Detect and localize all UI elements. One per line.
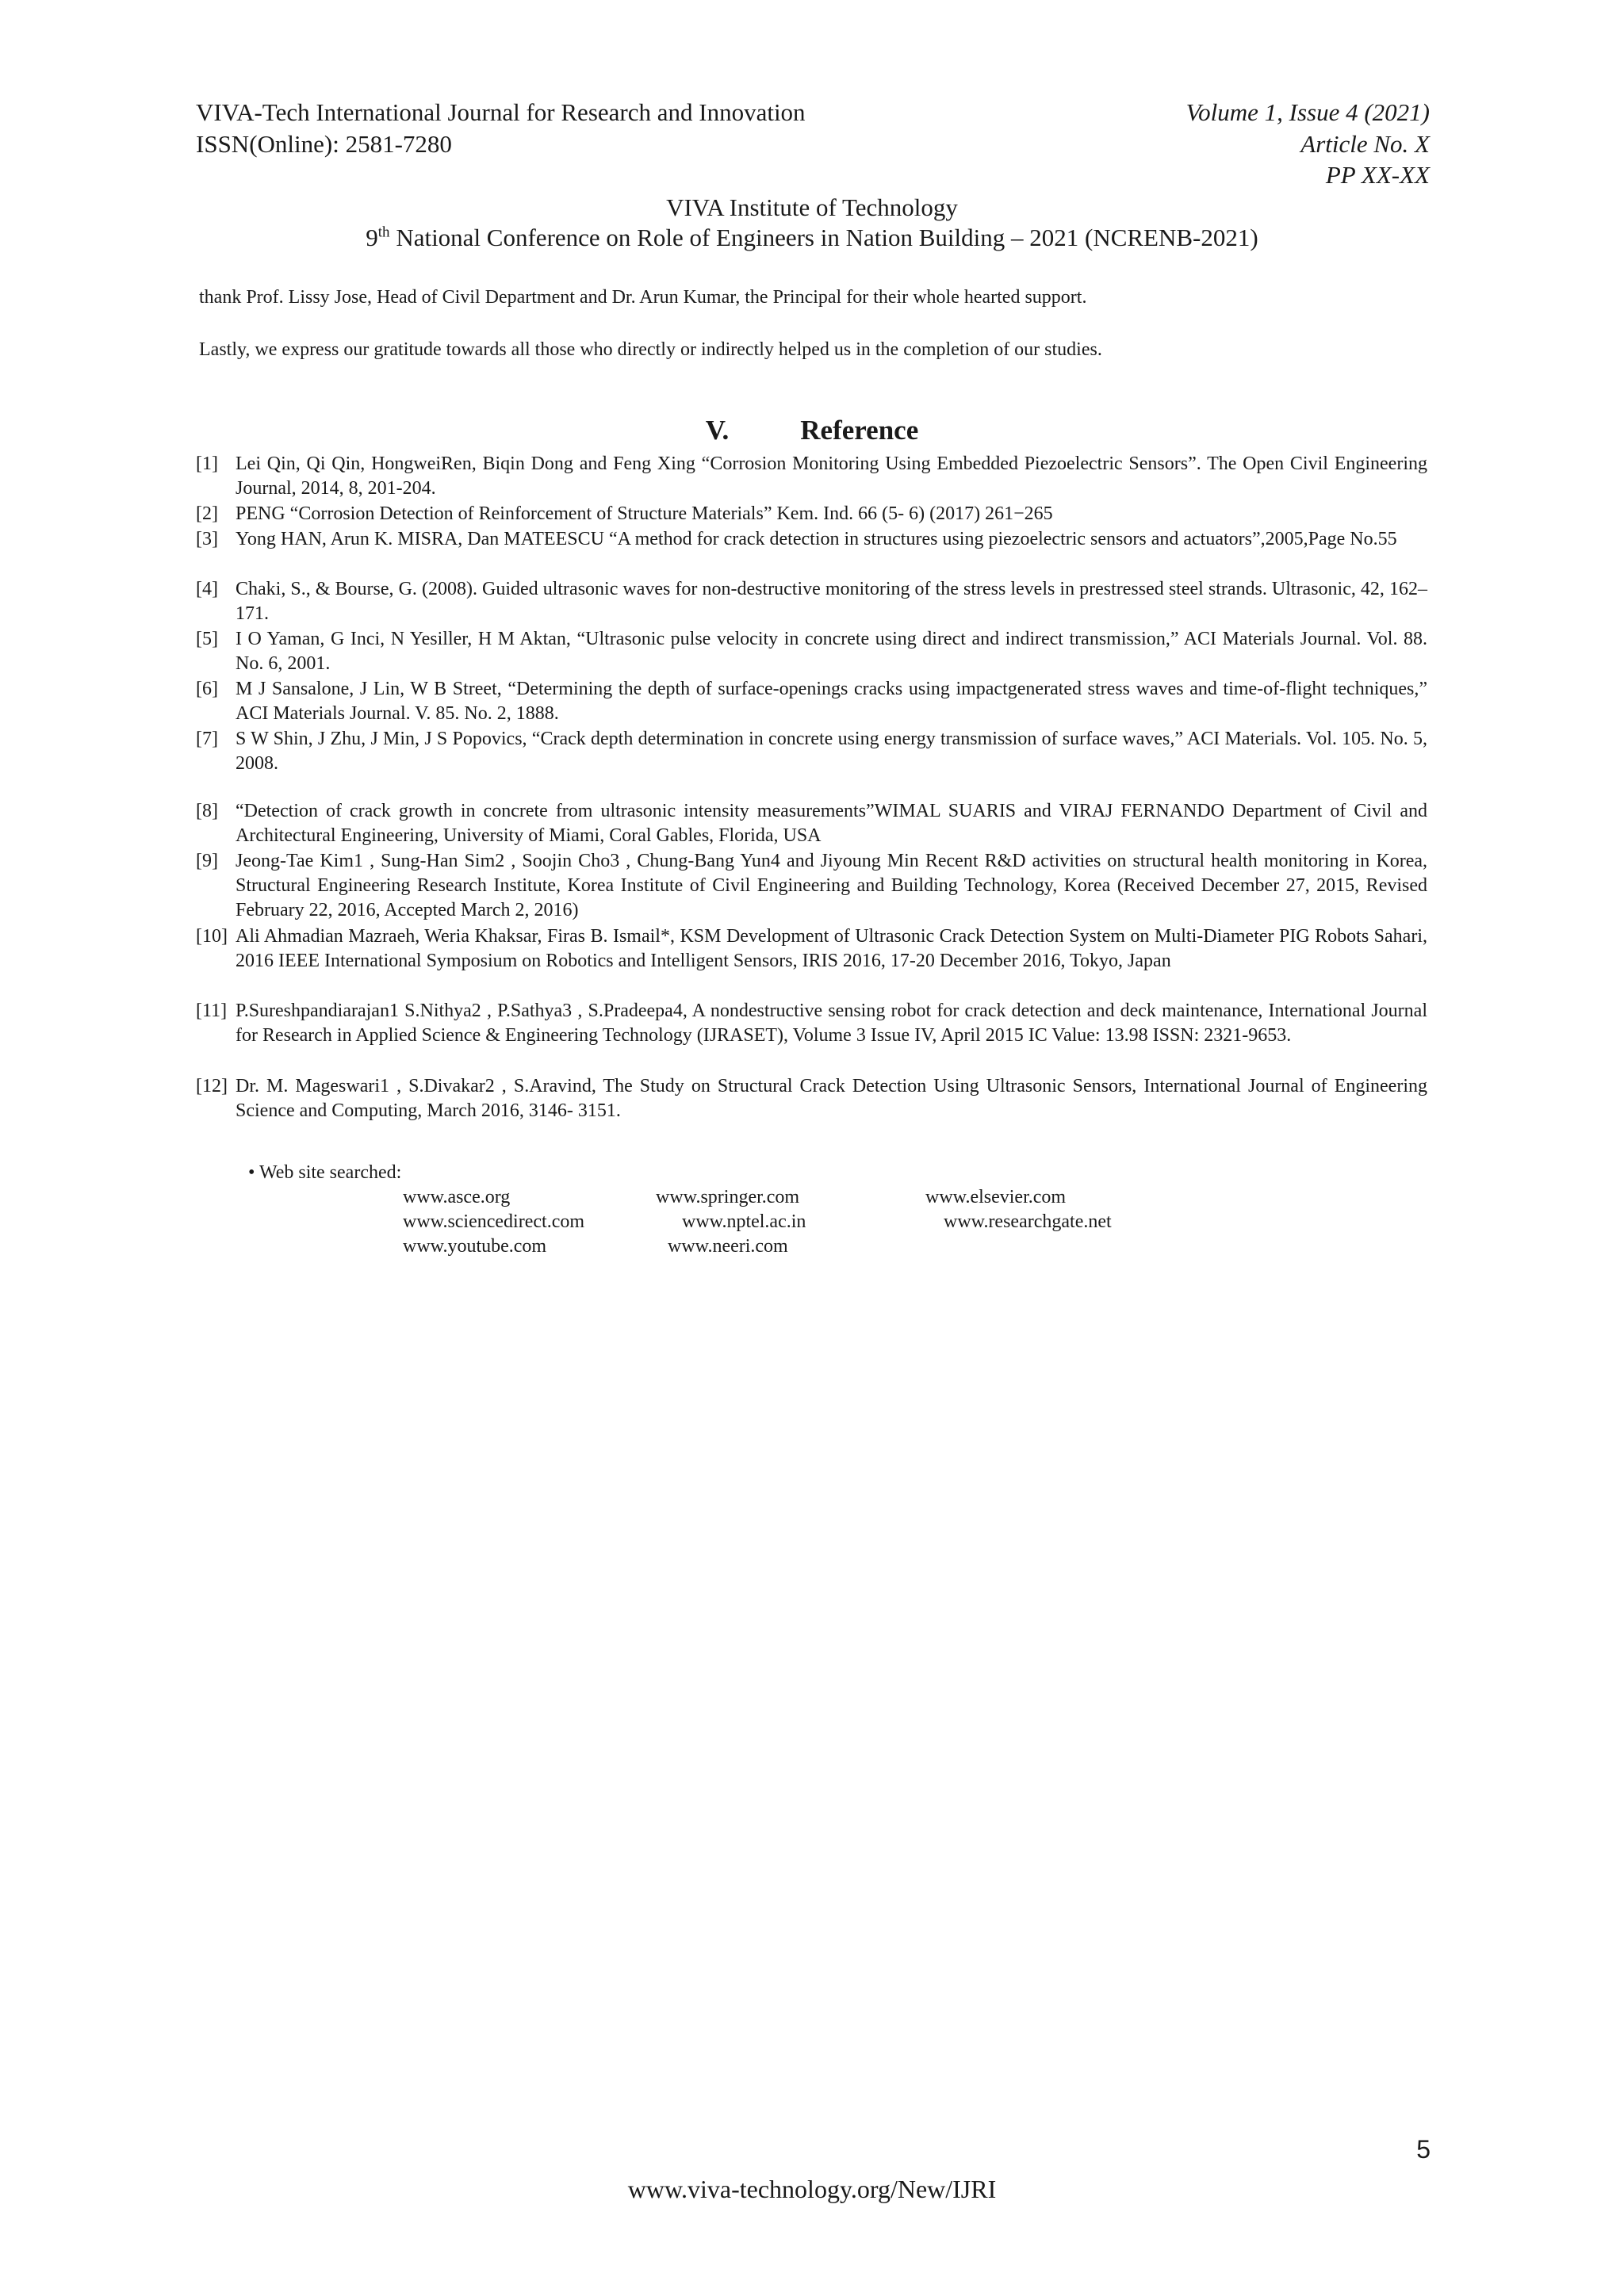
website-link[interactable]: www.asce.org [403,1187,511,1207]
web-sites-heading: • Web site searched: [248,1162,402,1183]
website-link[interactable]: www.youtube.com [403,1236,547,1257]
reference-item: [9] Jeong-Tae Kim1 , Sung-Han Sim2 , Soojin Cho3 , Chung-Bang Yun4 and Jiyoung Min Recent R&D activities on structural health monitoring in Korea, Structural Engineering Research Institute, Korea Institute of Civil Engineering and Building Technology, Korea (Received December 27, 2015, Revised February 22, 2016, Accepted March 2, 2016) [196,851,1427,920]
reference-item: [7] S W Shin, J Zhu, J Min, J S Popovics, “Crack depth determination in concrete using energy transmission of surface waves,” ACI Materials. Vol. 105. No. 5, 2008. [196,729,1427,774]
reference-item: [2] PENG “Corrosion Detection of Reinforcement of Structure Materials” Kem. Ind. 66 (5- 6) (2017) 261−265 [196,503,1053,524]
reference-item: [6] M J Sansalone, J Lin, W B Street, “Determining the depth of surface-openings cracks using impactgenerated stress waves and time-of-flight techniques,” ACI Materials Journal. V. 85. No. 2, 1888. [196,679,1427,724]
website-link[interactable]: www.springer.com [656,1187,800,1207]
website-link[interactable]: www.researchgate.net [944,1211,1112,1232]
institute-name: VIVA Institute of Technology [666,193,958,221]
reference-item: [4] Chaki, S., & Bourse, G. (2008). Guided ultrasonic waves for non-destructive monitoring of the stress levels in prestressed steel strands. Ultrasonic, 42, 162–171. [196,579,1427,624]
section-title: Reference [800,415,919,446]
reference-item: [8] “Detection of crack growth in concrete from ultrasonic intensity measurements”WIMAL SUARIS and VIRAJ FERNANDO Department of Civil and Architectural Engineering, University of Miami, Coral Gables, Florida, USA [196,801,1427,846]
reference-item: [12] Dr. M. Mageswari1 , S.Divakar2 , S.Aravind, The Study on Structural Crack Detection Using Ultrasonic Sensors, International Journal of Engineering Science and Computing, March 2016, 3146- 3151. [196,1076,1427,1121]
acknowledgement-paragraph: thank Prof. Lissy Jose, Head of Civil Department and Dr. Arun Kumar, the Principal for their whole hearted support. [199,287,1087,308]
footer-url[interactable]: www.viva-technology.org/New/IJRI [627,2175,997,2203]
issn: ISSN(Online): 2581-7280 [196,130,452,158]
reference-item: [10] Ali Ahmadian Mazraeh, Weria Khaksar, Firas B. Ismail*, KSM Development of Ultrasonic Crack Detection System on Multi-Diameter PIG Robots Sahari, 2016 IEEE International Symposium on Robotics and Intelligent Sensors, IRIS 2016, 17-20 December 2016, Tokyo, Japan [196,926,1427,971]
journal-name: VIVA-Tech International Journal for Research and Innovation [196,98,806,126]
conference-title: 9th National Conference on Role of Engineers in Nation Building – 2021 (NCRENB-2021) [366,224,1258,251]
volume-issue: Volume 1, Issue 4 (2021) [1185,98,1430,126]
article-number: Article No. X [1300,130,1430,158]
website-link[interactable]: www.nptel.ac.in [682,1211,806,1232]
section-number: V. [705,415,730,446]
section-heading [0,414,1624,447]
page-number: 5 [1416,2135,1431,2164]
reference-item: [11] P.Sureshpandiarajan1 S.Nithya2 , P.Sathya3 , S.Pradeepa4, A nondestructive sensing robot for crack detection and deck maintenance, International Journal for Research in Applied Science & Engineering Technology (IJRASET), Volume 3 Issue IV, April 2015 IC Value: 13.98 ISSN: 2321-9653. [196,1001,1427,1046]
reference-item: [3] Yong HAN, Arun K. MISRA, Dan MATEESCU “A method for crack detection in structures using piezoelectric sensors and actuators”,2005,Page No.55 [196,529,1397,549]
gratitude-paragraph: Lastly, we express our gratitude towards all those who directly or indirectly helped us in the completion of our studies. [199,339,1102,360]
website-link[interactable]: www.sciencedirect.com [403,1211,585,1232]
reference-item: [1] Lei Qin, Qi Qin, HongweiRen, Biqin Dong and Feng Xing “Corrosion Monitoring Using Embedded Piezoelectric Sensors”. The Open Civil Engineering Journal, 2014, 8, 201-204. [196,453,1427,499]
website-link[interactable]: www.elsevier.com [925,1187,1067,1207]
page-range: PP XX-XX [1325,161,1430,189]
website-link[interactable]: www.neeri.com [668,1236,788,1257]
reference-item: [5] I O Yaman, G Inci, N Yesiller, H M Aktan, “Ultrasonic pulse velocity in concrete using direct and indirect transmission,” ACI Materials Journal. Vol. 88. No. 6, 2001. [196,629,1427,674]
